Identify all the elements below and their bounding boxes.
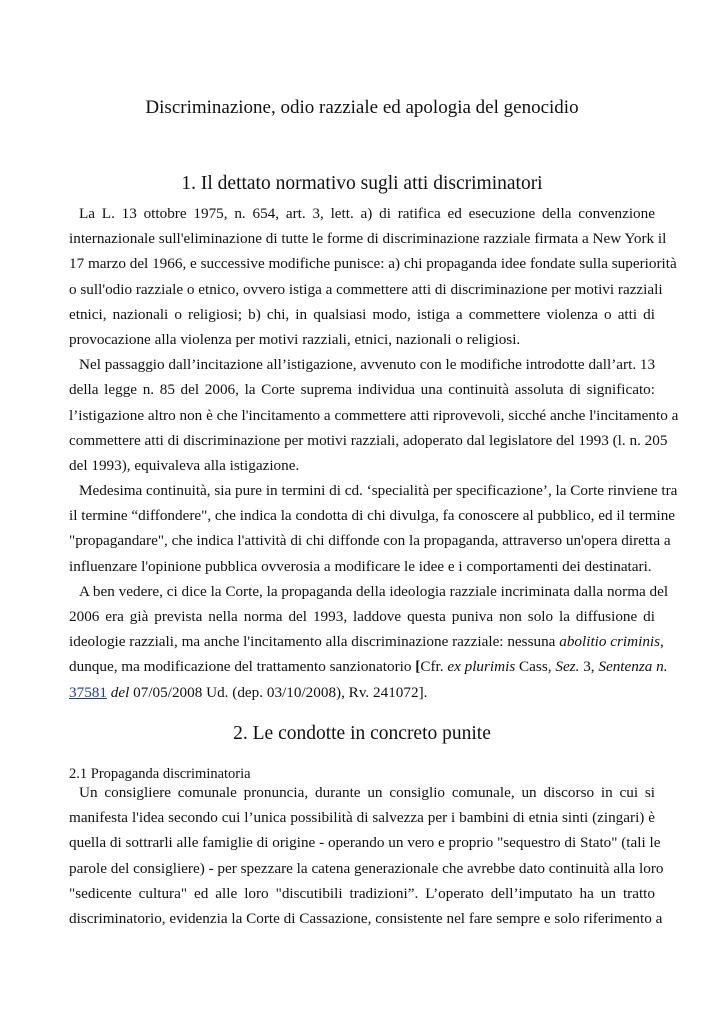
text-fragment: dunque, ma modificazione del trattamento sanzionatorio bbox=[69, 658, 416, 676]
citation-rest: 07/05/2008 Ud. (dep. 03/10/2008), Rv. 241072]. bbox=[129, 683, 428, 701]
sentenza-link[interactable]: 37581 bbox=[69, 683, 107, 701]
text-line bbox=[69, 654, 668, 679]
text-line: A ben vedere, ci dice la Corte, la propaganda della ideologia razziale incriminata dalla norma del bbox=[79, 582, 669, 600]
section-1-body bbox=[69, 201, 679, 705]
citation-ex-plurimis: ex plurimis bbox=[447, 658, 516, 676]
citation-cfr: Cfr. bbox=[420, 658, 448, 676]
citation-sentenza: Sentenza n. bbox=[598, 658, 668, 676]
bracket-open: [ bbox=[415, 658, 421, 676]
text-line: La L. 13 ottobre 1975, n. 654, art. 3, lett. a) di ratifica ed esecuzione della convenzione bbox=[79, 205, 655, 222]
text-line: Un consigliere comunale pronuncia, durante un consiglio comunale, un discorso in cui si bbox=[79, 784, 655, 801]
text-line bbox=[69, 629, 664, 654]
italic-term: abolitio criminis, bbox=[559, 633, 664, 651]
section-1-heading: 1. Il dettato normativo sugli atti discriminatori bbox=[181, 173, 543, 194]
text-line: della legge n. 85 del 2006, la Corte suprema individua una continuità assoluta di significato: bbox=[69, 381, 655, 399]
text-line: 2006 era già prevista nella norma del 1993, laddove questa puniva non solo la diffusione di bbox=[69, 608, 655, 625]
text-line: commettere atti di discriminazione per motivi razziali, adoperato dal legislatore del 1993 (l. n. 205 bbox=[69, 431, 668, 449]
text-line: manifesta l'idea secondo cui l’unica possibilità di salvezza per i bambini di etnia sinti (zingari) è bbox=[69, 809, 655, 827]
text-line: etnici, nazionali o religiosi; b) chi, in qualsiasi modo, istiga a commettere violenza o atti di bbox=[69, 305, 655, 323]
text-line: discriminatorio, evidenzia la Corte di Cassazione, consistente nel fare sempre e solo riferimento a bbox=[69, 909, 663, 927]
text-line: Medesima continuità, sia pure in termini di cd. ‘specialità per specificazione’, la Corte rinviene tra bbox=[79, 482, 678, 500]
text-line: il termine “diffondere", che indica la condotta di chi divulga, fa conoscere al pubblico, ed il termine bbox=[69, 507, 676, 525]
text-line: 17 marzo del 1966, e successive modifiche punisce: a) chi propaganda idee fondate sulla superiorità bbox=[69, 255, 677, 273]
text-line bbox=[69, 680, 655, 705]
citation-sez: Sez. bbox=[555, 658, 580, 676]
text-line: Nel passaggio dall’incitazione all’istigazione, avvenuto con le modifiche introdotte dall’art. 13 bbox=[79, 356, 656, 374]
text-line: l’istigazione altro non è che l'incitamento a commettere atti riprovevoli, sicché anche l'incitamento a bbox=[69, 406, 679, 424]
text-line: del 1993), equivaleva alla istigazione. bbox=[69, 456, 300, 474]
text-line: provocazione alla violenza per motivi razziali, etnici, nazionali o religiosi. bbox=[69, 330, 521, 348]
section-2-body bbox=[69, 780, 664, 931]
section-2-heading: 2. Le condotte in concreto punite bbox=[233, 723, 491, 744]
text-line: influenzare l'opinione pubblica ovverosia a modificare le idee e i comportamenti dei destinatari. bbox=[69, 557, 652, 575]
text-line: o sull'odio razziale o etnico, ovvero istiga a commettere atti di discriminazione per motivi razziali bbox=[69, 280, 663, 298]
text-line: quella di sottrarli alle famiglie di origine - operando un vero e proprio "sequestro di Stato" (tali le bbox=[69, 834, 661, 852]
text-line: internazionale sull'eliminazione di tutte le forme di discriminazione razziale firmata a New York il bbox=[69, 230, 667, 248]
text-line: parole del consigliere) - per spezzare la catena generazionale che avrebbe dato continuità alla loro bbox=[69, 859, 664, 877]
text-line: "sedicente cultura" ed alle loro "discutibili tradizioni”. L’operato dell’imputato ha un tratto bbox=[69, 884, 655, 902]
subsection-2-1-heading: 2.1 Propaganda discriminatoria bbox=[69, 766, 251, 782]
citation-cass: Cass, bbox=[515, 658, 556, 676]
citation-sez-number: 3, bbox=[579, 658, 599, 676]
citation-del: del bbox=[110, 683, 130, 701]
document-title: Discriminazione, odio razziale ed apologia del genocidio bbox=[145, 97, 579, 118]
text-line: "propagandare", che indica l'attività di chi diffonde con la propaganda, attraverso un'opera diretta a bbox=[69, 532, 671, 550]
text-fragment: ideologie razziali, ma anche l'incitamento alla discriminazione razziale: nessuna bbox=[69, 633, 556, 651]
